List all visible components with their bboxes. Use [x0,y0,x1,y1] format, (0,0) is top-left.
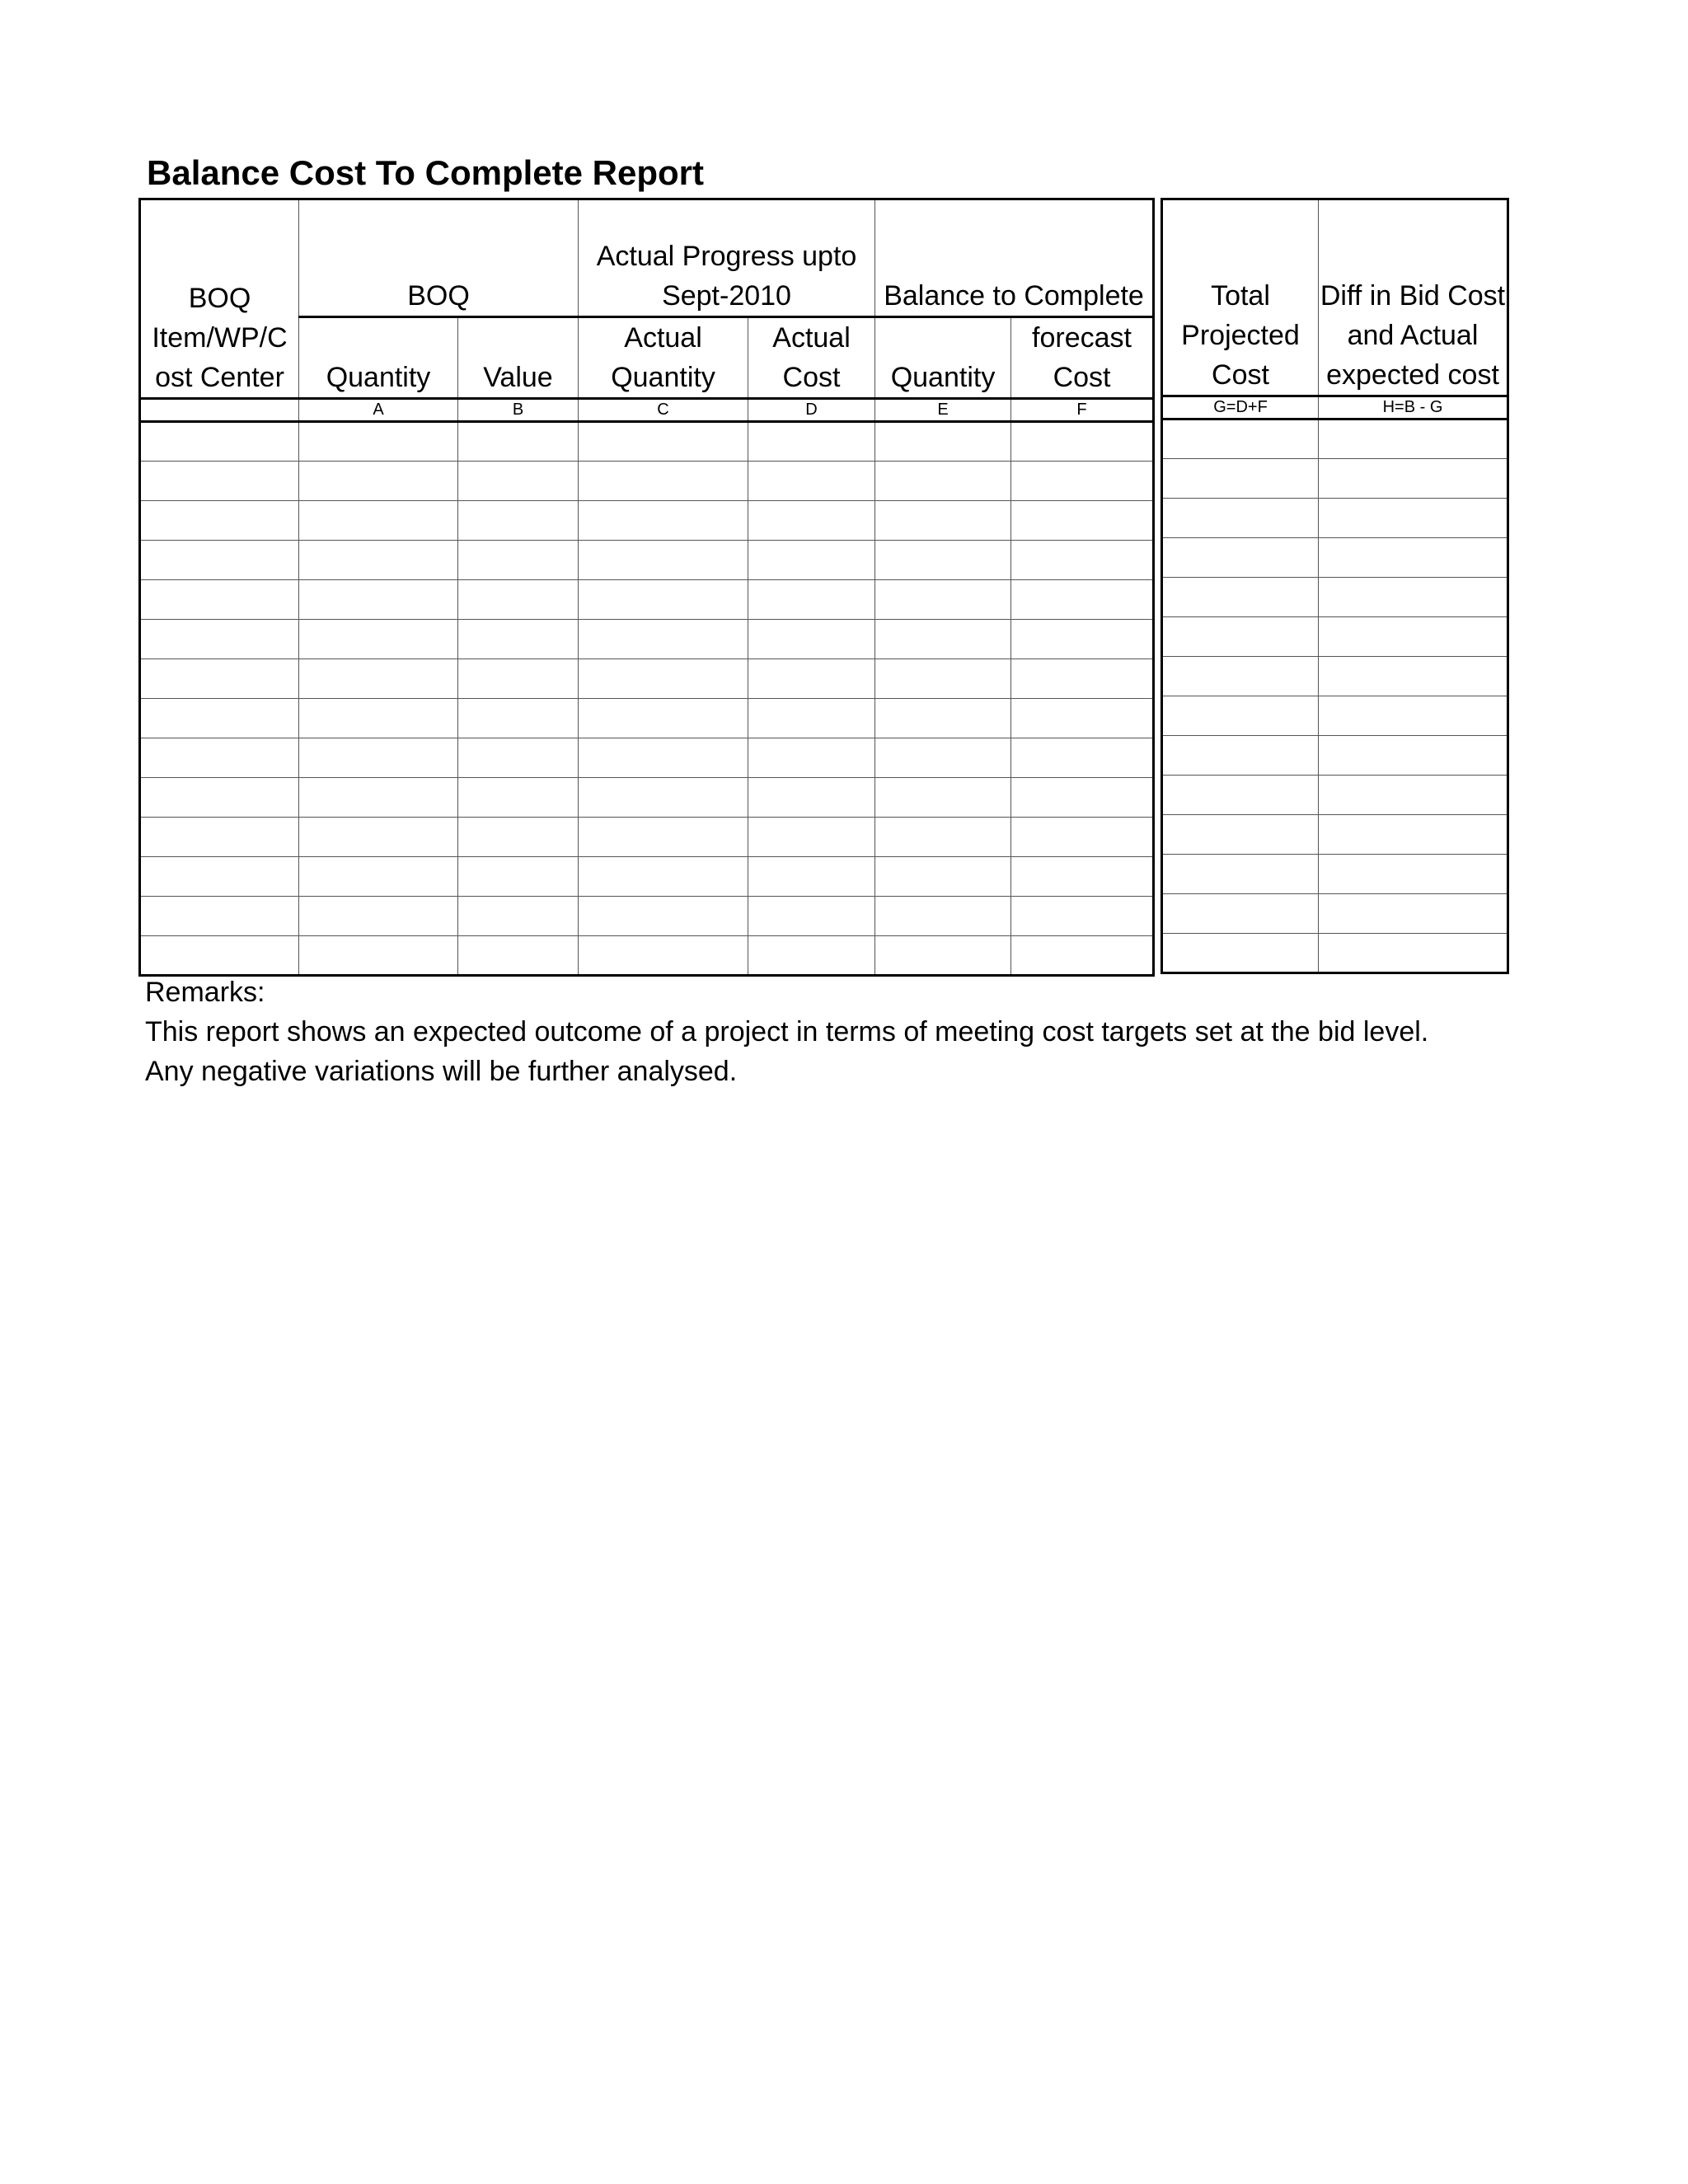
table-row [1162,499,1508,538]
table-row [140,580,1154,620]
table-row [1162,934,1508,973]
table-cell[interactable] [1162,459,1319,499]
table-cell[interactable] [140,422,299,462]
table-cell[interactable] [1319,855,1508,894]
table-cell[interactable] [140,659,299,699]
table-cell[interactable] [875,738,1011,778]
code-cell: G=D+F [1162,396,1319,419]
table-cell[interactable] [1011,659,1154,699]
header-actual-cost: Actual Cost [748,317,875,399]
table-cell[interactable] [1011,699,1154,738]
table-cell[interactable] [1319,617,1508,657]
table-cell[interactable] [1011,501,1154,541]
table-cell[interactable] [1162,419,1319,459]
table-cell[interactable] [875,818,1011,857]
table-cell[interactable] [1011,936,1154,976]
remarks [145,972,1428,1091]
table-cell[interactable] [1162,894,1319,934]
code-cell: H=B - G [1319,396,1508,419]
table-cell[interactable] [579,897,748,936]
table-row [140,818,1154,857]
table-cell[interactable] [299,857,458,897]
table-cell[interactable] [1319,578,1508,617]
header-actual-quantity: Actual Quantity [579,317,748,399]
table-cell[interactable] [1011,738,1154,778]
table-row [140,620,1154,659]
table-cell[interactable] [140,580,299,620]
table-cell[interactable] [458,818,579,857]
table-cell[interactable] [299,580,458,620]
table-cell[interactable] [748,738,875,778]
table-cell[interactable] [748,857,875,897]
table-cell[interactable] [458,462,579,501]
table-cell[interactable] [579,659,748,699]
code-cell: D [748,399,875,422]
table-cell[interactable] [875,699,1011,738]
report-title: Balance Cost To Complete Report [147,153,704,192]
table-cell[interactable] [458,936,579,976]
table-cell[interactable] [458,422,579,462]
table-cell[interactable] [875,462,1011,501]
table-row [1162,696,1508,736]
table-cell[interactable] [458,897,579,936]
header-balance-group: Balance to Complete [875,199,1154,317]
table-cell[interactable] [579,462,748,501]
table-cell[interactable] [299,778,458,818]
header-boq-item: BOQ Item/WP/C ost Center [140,199,299,399]
header-total-projected: Total Projected Cost [1162,199,1319,396]
table-cell[interactable] [299,659,458,699]
table-cell[interactable] [458,659,579,699]
table-cell[interactable] [1011,541,1154,580]
table-cell[interactable] [875,857,1011,897]
table-cell[interactable] [299,462,458,501]
table-row [140,462,1154,501]
table-row [1162,815,1508,855]
table-cell[interactable] [1162,934,1319,973]
table-cell[interactable] [458,541,579,580]
table-cell[interactable] [1011,857,1154,897]
table-cell[interactable] [140,620,299,659]
table-cell[interactable] [875,620,1011,659]
table-cell[interactable] [1319,736,1508,776]
table-cell[interactable] [140,738,299,778]
table-cell[interactable] [140,818,299,857]
table-cell[interactable] [748,936,875,976]
table-cell[interactable] [875,778,1011,818]
table-cell[interactable] [458,620,579,659]
table-cell[interactable] [579,580,748,620]
table-cell[interactable] [299,818,458,857]
table-cell[interactable] [299,620,458,659]
code-cell [140,399,299,422]
table-cell[interactable] [748,818,875,857]
header-diff-bid: Diff in Bid Cost and Actual expected cost [1319,199,1508,396]
table-row [140,738,1154,778]
table-cell[interactable] [579,620,748,659]
table-cell[interactable] [579,857,748,897]
table-cell[interactable] [875,659,1011,699]
header-actual-group: Actual Progress upto Sept-2010 [579,199,875,317]
table-cell[interactable] [579,422,748,462]
table-cell[interactable] [299,541,458,580]
table-cell[interactable] [748,620,875,659]
table-row [140,699,1154,738]
table-cell[interactable] [299,422,458,462]
table-cell[interactable] [579,501,748,541]
table-cell[interactable] [579,738,748,778]
table-row [1162,855,1508,894]
table-cell[interactable] [299,936,458,976]
table-cell[interactable] [875,580,1011,620]
table-row [140,936,1154,976]
table-cell[interactable] [748,541,875,580]
table-cell[interactable] [579,818,748,857]
table-cell[interactable] [140,936,299,976]
table-cell[interactable] [579,541,748,580]
table-cell[interactable] [1162,578,1319,617]
table-cell[interactable] [1319,419,1508,459]
code-cell: C [579,399,748,422]
code-cell: A [299,399,458,422]
table-cell[interactable] [299,501,458,541]
table-cell[interactable] [748,778,875,818]
table-cell[interactable] [458,778,579,818]
table-cell[interactable] [1319,776,1508,815]
table-cell[interactable] [748,699,875,738]
table-cell[interactable] [1011,580,1154,620]
table-cell[interactable] [458,580,579,620]
table-cell[interactable] [875,501,1011,541]
header-boq-quantity: Quantity [299,317,458,399]
code-cell: B [458,399,579,422]
table-cell[interactable] [1319,696,1508,736]
table-cell[interactable] [1319,815,1508,855]
table-cell[interactable] [875,897,1011,936]
table-cell[interactable] [458,857,579,897]
table-cell[interactable] [1319,934,1508,973]
table-cell[interactable] [579,936,748,976]
table-cell[interactable] [1011,818,1154,857]
table-row [140,422,1154,462]
table-cell[interactable] [140,462,299,501]
header-boq-value: Value [458,317,579,399]
table-row [1162,578,1508,617]
table-cell[interactable] [1162,538,1319,578]
remarks-line-2: Any negative variations will be further analysed. [145,1056,738,1087]
table-row [140,897,1154,936]
table-cell[interactable] [1162,657,1319,696]
table-cell[interactable] [748,897,875,936]
table-cell[interactable] [1162,815,1319,855]
table-cell[interactable] [875,422,1011,462]
table-cell[interactable] [748,659,875,699]
table-cell[interactable] [1319,499,1508,538]
table-row [140,501,1154,541]
table-cell[interactable] [579,699,748,738]
table-cell[interactable] [140,501,299,541]
table-cell[interactable] [1162,776,1319,815]
table-cell[interactable] [875,541,1011,580]
main-grid [138,198,1155,977]
table-cell[interactable] [1011,778,1154,818]
table-cell[interactable] [1162,617,1319,657]
table-cell[interactable] [875,936,1011,976]
table-cell[interactable] [1011,897,1154,936]
table-row [140,778,1154,818]
table-cell[interactable] [140,857,299,897]
header-boq-group: BOQ [299,199,579,317]
table-cell[interactable] [1162,736,1319,776]
table-row [1162,657,1508,696]
header-balance-forecast: forecast Cost [1011,317,1154,399]
table-row [1162,419,1508,459]
table-row [1162,776,1508,815]
table-cell[interactable] [1319,894,1508,934]
table-cell[interactable] [1011,422,1154,462]
table-cell[interactable] [748,580,875,620]
table-row [1162,736,1508,776]
table-cell[interactable] [458,699,579,738]
table-cell[interactable] [1011,620,1154,659]
table-row [1162,459,1508,499]
table-cell[interactable] [458,501,579,541]
table-cell[interactable] [299,897,458,936]
table-row [1162,894,1508,934]
table-cell[interactable] [1162,696,1319,736]
table-row [140,659,1154,699]
table-cell[interactable] [1011,462,1154,501]
table-row [1162,538,1508,578]
header-balance-quantity: Quantity [875,317,1011,399]
table-cell[interactable] [140,699,299,738]
remarks-line-1: This report shows an expected outcome of a project in terms of meeting cost targets set at the bid level. [145,1016,1429,1047]
table-cell[interactable] [140,541,299,580]
table-cell[interactable] [1319,459,1508,499]
table-cell[interactable] [579,778,748,818]
table-cell[interactable] [1162,499,1319,538]
table-cell[interactable] [299,699,458,738]
table-cell[interactable] [299,738,458,778]
table-row [1162,617,1508,657]
table-cell[interactable] [140,897,299,936]
table-row [140,857,1154,897]
table-cell[interactable] [458,738,579,778]
table-cell[interactable] [1319,538,1508,578]
table-cell[interactable] [748,501,875,541]
code-cell: F [1011,399,1154,422]
remarks-label: Remarks: [145,977,265,1008]
code-cell: E [875,399,1011,422]
table-row [140,541,1154,580]
table-cell[interactable] [748,422,875,462]
table-cell[interactable] [140,778,299,818]
table-cell[interactable] [1162,855,1319,894]
table-cell[interactable] [1319,657,1508,696]
projection-grid [1160,198,1509,974]
table-cell[interactable] [748,462,875,501]
